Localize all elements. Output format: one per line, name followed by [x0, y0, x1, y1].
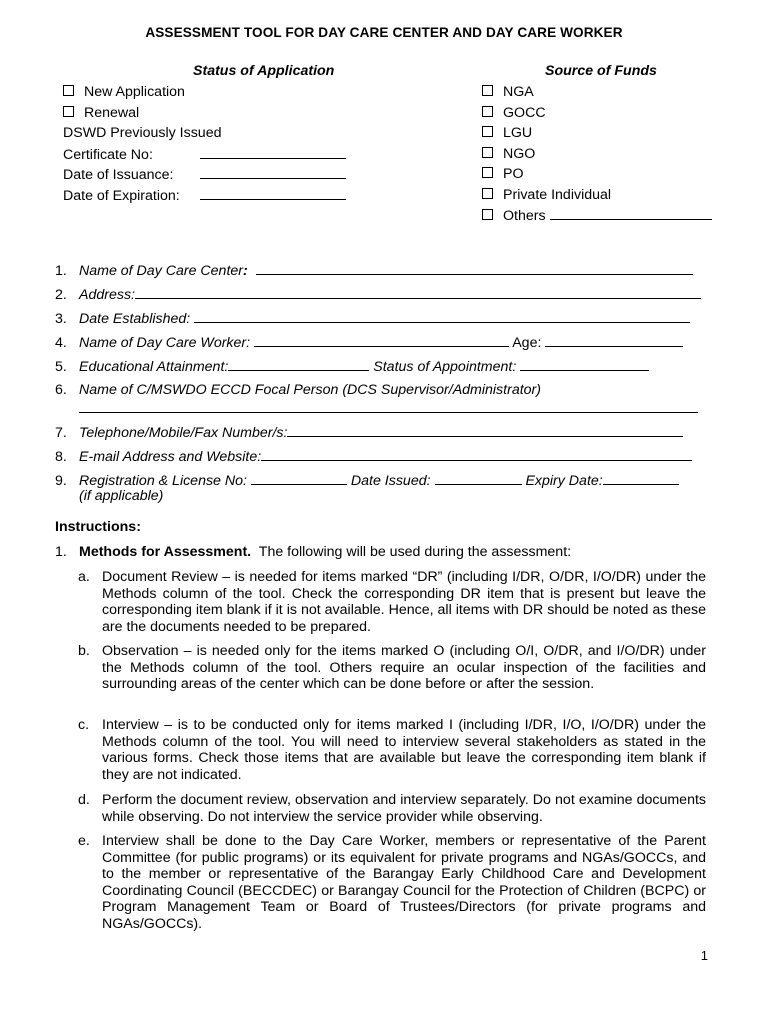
instruction-paragraph-b: b. Observation – is needed only for the items marked O (including O/I, O/DR, and I/O/DR) under the Methods column of the tool. Others require an ocular inspection of the facilities and surrounding areas of the center which can be done before or after the session. [78, 643, 706, 693]
checkbox-nga[interactable]: NGA [482, 84, 712, 105]
methods-heading: 1. Methods for Assessment. The following will be used during the assessment: [55, 544, 572, 560]
email-blank[interactable] [261, 448, 692, 461]
item-registration[interactable]: 9. Registration & License No: Date Issued: Expiry Date: [55, 472, 679, 490]
item-education[interactable]: 5. Educational Attainment: Status of Appointment: [55, 358, 649, 376]
registration-blank[interactable] [251, 472, 347, 485]
issuance-blank[interactable] [200, 166, 346, 179]
checkbox-po[interactable]: PO [482, 166, 712, 187]
checkbox-icon[interactable] [482, 147, 493, 158]
status-section [63, 84, 346, 207]
document-title: ASSESSMENT TOOL FOR DAY CARE CENTER AND DAY CARE WORKER [145, 25, 623, 40]
checkbox-new-application[interactable]: New Application [63, 84, 346, 105]
item-focal-person[interactable]: 6. Name of C/MSWDO ECCD Focal Person (DCS Supervisor/Administrator) [55, 382, 541, 398]
item-email[interactable]: 8. E-mail Address and Website: [55, 448, 692, 466]
appointment-blank[interactable] [520, 358, 649, 371]
item-address[interactable]: 2. Address: [55, 286, 701, 304]
if-applicable-note: (if applicable) [79, 488, 164, 504]
instructions-heading: Instructions: [55, 519, 141, 535]
checkbox-icon[interactable] [63, 106, 74, 117]
checkbox-icon[interactable] [482, 167, 493, 178]
checkbox-gocc[interactable]: GOCC [482, 105, 712, 126]
instruction-paragraph-a: a. Document Review – is needed for items marked “DR” (including I/DR, O/DR, I/O/DR) under the Methods column of the tool. Check the corresponding DR item that is present but leave the corresponding item blank if it is not available. Hence, all items with DR should be noted as these are the documents needed to be prepared. [78, 569, 706, 635]
expiry-blank[interactable] [603, 472, 679, 485]
checkbox-icon[interactable] [482, 188, 493, 199]
checkbox-icon[interactable] [482, 85, 493, 96]
instruction-paragraph-e: e. Interview shall be done to the Day Care Worker, members or representative of the Parent Committee (for public programs) or its equivalent for private programs and NGAs/GOCCs, and to the member or representative of the Barangay Early Childhood Care and Development Coordinating Council (BECCDEC) or Barangay Council for the Protection of Children (BCPC) or Program Management Team or Board of Trustees/Directors (for private programs and NGAs/GOCCs). [78, 833, 706, 932]
education-blank[interactable] [228, 358, 369, 371]
telephone-blank[interactable] [287, 424, 683, 437]
dswd-label: DSWD Previously Issued [63, 125, 222, 141]
issuance-field[interactable]: Date of Issuance: [63, 166, 346, 187]
checkbox-lgu[interactable]: LGU [482, 125, 712, 146]
item-center-name[interactable]: 1. Name of Day Care Center: [55, 262, 693, 280]
item-date-established[interactable]: 3. Date Established: [55, 310, 690, 328]
checkbox-ngo[interactable]: NGO [482, 146, 712, 167]
checkbox-icon[interactable] [482, 106, 493, 117]
checkbox-renewal[interactable]: Renewal [63, 105, 346, 126]
date-established-blank[interactable] [194, 310, 690, 323]
checkbox-private-individual[interactable]: Private Individual [482, 187, 712, 208]
checkbox-icon[interactable] [63, 85, 74, 96]
certificate-blank[interactable] [200, 146, 346, 159]
checkbox-icon[interactable] [482, 209, 493, 220]
certificate-field[interactable]: Certificate No: [63, 146, 346, 167]
center-name-blank[interactable] [256, 262, 693, 275]
item-worker-name[interactable]: 4. Name of Day Care Worker: Age: [55, 334, 683, 352]
date-issued-blank[interactable] [435, 472, 522, 485]
expiration-blank[interactable] [200, 187, 346, 200]
checkbox-icon[interactable] [482, 126, 493, 137]
address-blank[interactable] [135, 286, 701, 299]
funds-section [482, 84, 712, 228]
page-number: 1 [700, 948, 708, 963]
worker-name-blank[interactable] [254, 334, 509, 347]
expiration-field[interactable]: Date of Expiration: [63, 187, 346, 208]
instruction-paragraph-d: d. Perform the document review, observation and interview separately. Do not examine documents while observing. Do not interview the service provider while observing. [78, 792, 706, 825]
status-heading: Status of Application [193, 63, 335, 79]
checkbox-others[interactable]: Others [482, 207, 712, 228]
funds-heading: Source of Funds [545, 63, 657, 79]
instruction-paragraph-c: c. Interview – is to be conducted only for items marked I (including I/DR, I/O, I/O/DR) under the Methods column of the tool. You will need to interview several stakeholders as stated in the various forms. Check those items that are available but leave the corresponding item blank if they are not indicated. [78, 717, 706, 783]
focal-person-blank[interactable] [79, 400, 698, 413]
item-telephone[interactable]: 7. Telephone/Mobile/Fax Number/s: [55, 424, 683, 442]
age-blank[interactable] [545, 334, 683, 347]
others-blank[interactable] [550, 207, 712, 220]
